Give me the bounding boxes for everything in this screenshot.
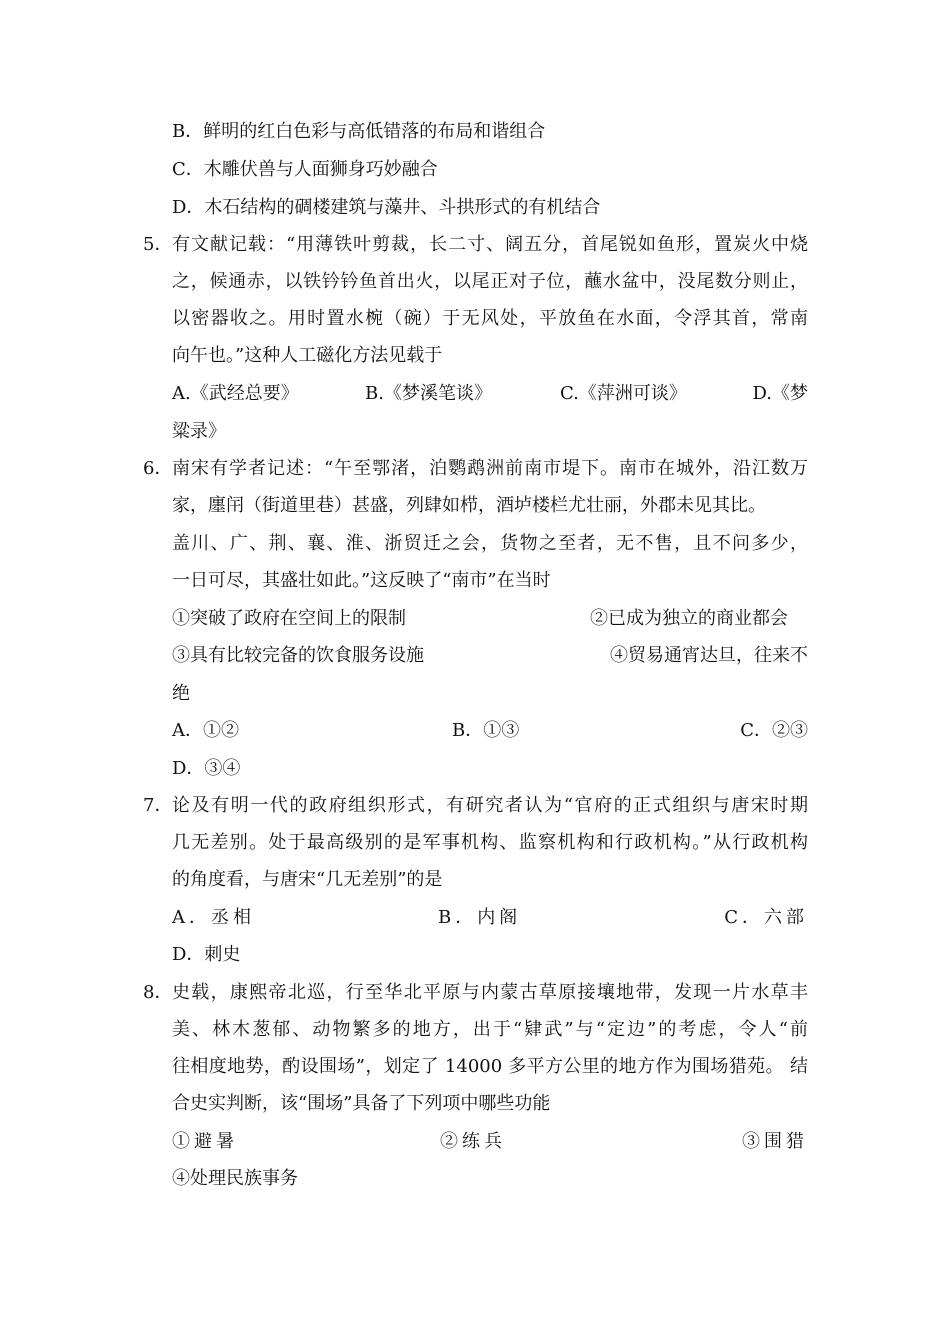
q5-stem-line: 之，候通赤，以铁钤钤鱼首出火，以尾正对子位，蘸水盆中，没尾数分则止， (172, 271, 808, 292)
q8-statement-4: ④处理民族事务 (172, 1168, 298, 1189)
q8-stem-line: 合史实判断，该“围场”具备了下列项中哪些功能 (172, 1093, 551, 1114)
q7-option-d: D．刺史 (172, 944, 241, 965)
q5-option-b: B.《梦溪笔谈》 (365, 383, 492, 404)
q6-statement-1: ①突破了政府在空间上的限制 (172, 608, 406, 629)
q8-statement-2: ②练兵 (440, 1131, 506, 1152)
q7-options-row (172, 905, 808, 931)
q8-stem-line: 史载，康熙帝北巡，行至华北平原与内蒙古草原接壤地带，发现一片水草丰 (172, 982, 808, 1003)
q7-option-c: C．六部 (724, 907, 808, 928)
q6-statements-row (172, 643, 808, 669)
q6-stem-line: 盖川、广、荆、襄、淮、浙贸迁之会，货物之至者，无不售，且不问多少， (172, 533, 808, 554)
q7-option-a: A．丞相 (172, 907, 255, 928)
q7-stem-line: 论及有明一代的政府组织形式，有研究者认为“官府的正式组织与唐宋时期 (172, 795, 808, 816)
q5-option-a: A.《武经总要》 (172, 383, 299, 404)
q5-options-row (172, 381, 808, 407)
q6-statement-2: ②已成为独立的商业都会 (590, 608, 788, 629)
q6-number: 6． (143, 458, 173, 479)
q6-stem-line: 一日可尽，其盛壮如此。”这反映了“南市”在当时 (172, 570, 551, 591)
q8-stem-line: 往相度地势，酌设围场”，划定了 14000 多平方公里的地方作为围场猎苑。 结 (172, 1056, 808, 1077)
q6-stem-line: 家，廛闬（街道里巷）甚盛，列肆如栉，酒垆楼栏尤壮丽，外郡未见其比。 (172, 495, 766, 516)
q5-option-d: D.《梦 (752, 383, 808, 404)
q8-statement-3: ③围猎 (742, 1131, 808, 1152)
q6-stem-line: 南宋有学者记述：“午至鄂渚，泊鹦鹉洲前南市堤下。南市在城外，沿江数万 (172, 458, 808, 479)
q8-statements-row (172, 1129, 808, 1155)
q5-stem-line: 有文献记载：“用薄铁叶剪裁，长二寸、阔五分，首尾锐如鱼形，置炭火中烧 (172, 234, 808, 255)
q6-option-c: C．②③ (740, 720, 808, 741)
q6-options-row (172, 718, 808, 744)
q6-option-d: D．③④ (172, 758, 241, 779)
q7-option-b: B．内阁 (438, 907, 522, 928)
q8-statement-1: ①避暑 (172, 1131, 238, 1152)
q7-stem-line: 的角度看，与唐宋“几无差别”的是 (172, 869, 443, 890)
q6-option-b: B．①③ (452, 720, 520, 741)
q5-stem-line: 以密器收之。用时置水椀（碗）于无风处，平放鱼在水面，令浮其首，常南 (172, 308, 808, 329)
q5-option-d-continued: 粱录》 (172, 421, 226, 442)
q5-stem-line: 向午也。”这种人工磁化方法见载于 (172, 345, 443, 366)
q5-number: 5． (143, 234, 173, 255)
q4-option-d: D．木石结构的碉楼建筑与藻井、斗拱形式的有机结合 (172, 197, 601, 218)
q6-statement-3: ③具有比较完备的饮食服务设施 (172, 645, 424, 666)
q8-number: 8． (143, 982, 173, 1003)
q4-option-b: B．鲜明的红白色彩与高低错落的布局和谐组合 (172, 121, 546, 142)
q8-stem-line: 美、林木葱郁、动物繁多的地方，出于“肄武”与“定边”的考虑，令人“前 (172, 1019, 808, 1040)
q5-option-c: C.《萍洲可谈》 (560, 383, 687, 404)
q6-statements-row (172, 606, 808, 632)
q6-option-a: A．①② (172, 720, 239, 741)
q6-statement-4-continued: 绝 (172, 683, 190, 704)
q7-stem-line: 几无差别。处于最高级别的是军事机构、监察机构和行政机构。”从行政机构 (172, 832, 808, 853)
q7-number: 7． (143, 795, 173, 816)
q4-option-c: C．木雕伏兽与人面狮身巧妙融合 (172, 159, 438, 180)
q6-statement-4: ④贸易通宵达旦，往来不 (610, 645, 808, 666)
